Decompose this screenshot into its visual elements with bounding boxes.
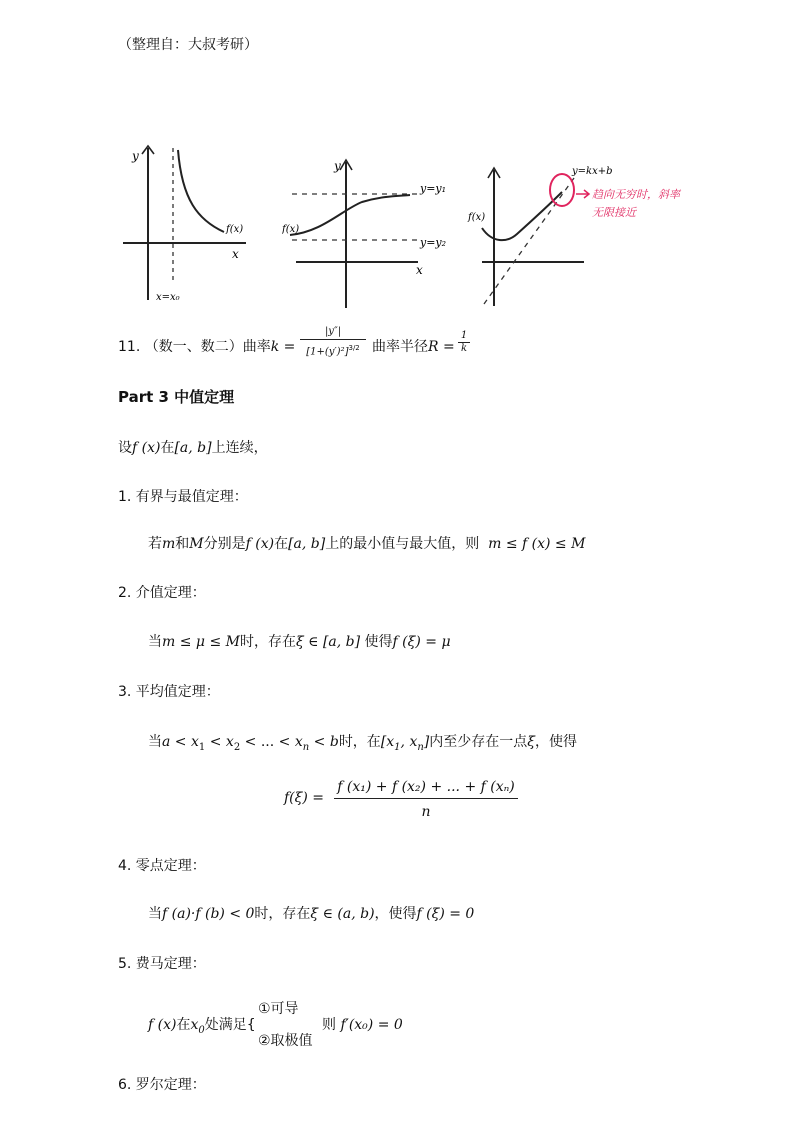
lower-label: y=y₂ bbox=[420, 236, 447, 249]
annotation-line1: 趋向无穷时，斜率 bbox=[592, 188, 680, 201]
oblique-asymptote bbox=[484, 178, 574, 304]
condition-2: ②取极值 bbox=[258, 1033, 313, 1049]
curvature-fraction: |y″| $[1+(y')^2]^{3/2}$ bbox=[300, 325, 366, 360]
curve-label: f(x) bbox=[226, 224, 244, 235]
figure-oblique-asymptote bbox=[462, 158, 694, 308]
x-label: x bbox=[416, 263, 423, 277]
item-11: 11. （数一、数二）曲率k = bbox=[118, 339, 296, 355]
curve-label: f(x) bbox=[468, 212, 486, 223]
curve-label: f(x) bbox=[282, 224, 300, 235]
curve bbox=[178, 150, 224, 232]
curve bbox=[290, 195, 410, 235]
mean-value-lhs: f(ξ) = bbox=[284, 790, 324, 806]
theorem-2-title: 2. 介值定理： bbox=[118, 585, 206, 601]
fermat-conclusion: 则 f′(x₀) = 0 bbox=[322, 1017, 403, 1033]
section-title: Part 3 中值定理 bbox=[118, 388, 235, 406]
upper-label: y=y₁ bbox=[420, 182, 447, 195]
highlight-circle bbox=[550, 174, 574, 206]
intro-line: 设f (x)在[a, b]上连续， bbox=[118, 440, 268, 456]
asymptote-label: x=x₀ bbox=[156, 292, 180, 303]
source-note: （整理自：大叔考研） bbox=[118, 37, 258, 53]
figure-vertical-asymptote bbox=[118, 140, 258, 310]
y-label: y bbox=[132, 149, 139, 163]
radius-fraction: 1 k bbox=[458, 330, 470, 355]
condition-1: ①可导 bbox=[258, 1001, 299, 1017]
y-label: y bbox=[334, 159, 341, 173]
theorem-4-title: 4. 零点定理： bbox=[118, 858, 206, 874]
theorem-4-body: 当f (a)·f (b) < 0时，存在ξ ∈ (a, b)，使得f (ξ) = 0 bbox=[148, 906, 475, 922]
theorem-1-title: 1. 有界与最值定理： bbox=[118, 489, 248, 505]
theorem-1-body: 若m和M分别是f (x)在[a, b]上的最小值与最大值，则 m ≤ f (x) ≤ M bbox=[148, 536, 586, 552]
theorem-6-title: 6. 罗尔定理： bbox=[118, 1077, 206, 1093]
theorem-5-title: 5. 费马定理： bbox=[118, 956, 206, 972]
theorem-5-body: f (x)在$x_0$处满足{ bbox=[148, 1017, 256, 1036]
figure-horizontal-asymptotes bbox=[282, 150, 457, 310]
x-label: x bbox=[232, 247, 239, 261]
radius-of-curvature: 曲率半径R = bbox=[372, 339, 455, 355]
theorem-2-body: 当m ≤ μ ≤ M时，存在ξ ∈ [a, b] 使得f (ξ) = μ bbox=[148, 634, 451, 650]
mean-value-fraction: f (x₁) + f (x₂) + ... + f (xₙ) n bbox=[334, 776, 518, 825]
theorem-3-title: 3. 平均值定理： bbox=[118, 684, 220, 700]
annotation-line2: 无限接近 bbox=[592, 206, 636, 219]
line-label: y=kx+b bbox=[572, 166, 613, 177]
theorem-3-body: 当$a < x_1 < x_2$ < ... < $x_n < b$时，在[$x_1$, $x_n$]内至少存在一点ξ，使得 bbox=[148, 734, 577, 753]
